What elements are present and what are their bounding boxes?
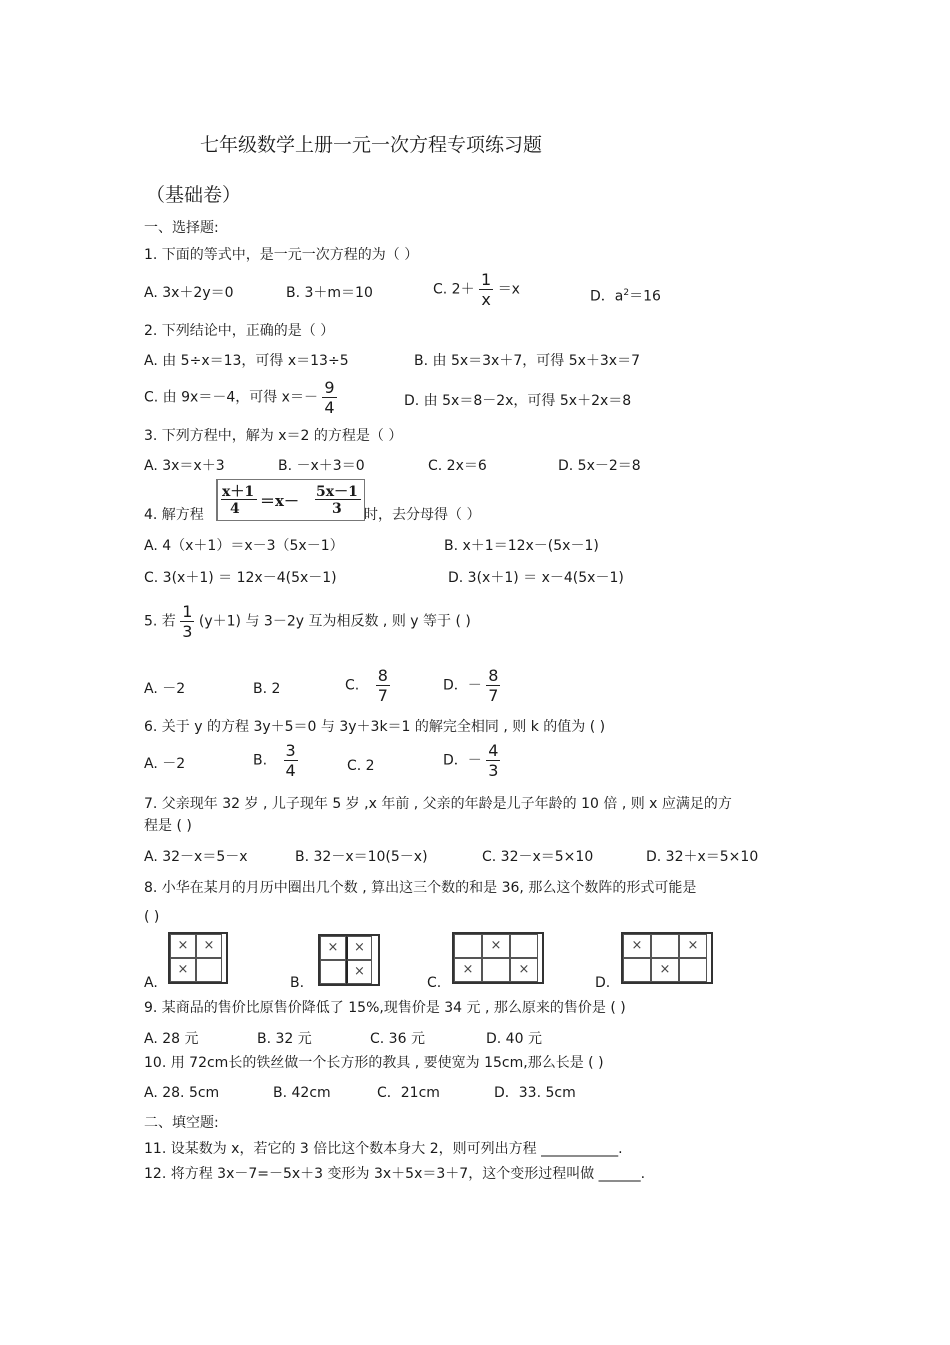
q4-f1-num: x＋1 <box>222 484 255 500</box>
q10-option-c: C．21cm <box>377 1085 440 1101</box>
q1-option-a: A. 3x＋2y＝0 <box>144 285 234 301</box>
q2-option-a: A. 由 5÷x＝13，可得 x＝13÷5 <box>144 353 349 369</box>
q4-f2-num: 5x－1 <box>316 484 358 500</box>
q5-option-b: B. 2 <box>253 681 281 697</box>
q1-option-d <box>590 284 661 306</box>
q1-d-post: ＝16 <box>629 288 661 305</box>
q5-fraction <box>180 602 194 641</box>
q5-den: 3 <box>182 622 193 641</box>
q4-stem-suffix: 时，去分母得（ ） <box>364 507 481 523</box>
section-choice-heading: 一、选择题: <box>144 220 219 236</box>
q6-b-fraction <box>284 741 298 780</box>
q8-option-c-label: C. <box>427 975 442 991</box>
q1-option-c <box>433 270 520 309</box>
q8-c-cell <box>482 958 510 982</box>
page-subtitle: （基础卷） <box>146 184 242 206</box>
q4-equation-image <box>216 479 365 521</box>
q8-c-cell <box>454 934 482 958</box>
q9-option-a: A. 28 元 <box>144 1031 199 1047</box>
q5-pre: 5. 若 <box>144 613 176 630</box>
q4-f2-den: 3 <box>332 501 342 517</box>
q8-c-cell <box>510 934 538 958</box>
q10-option-b: B. 42cm <box>273 1085 331 1101</box>
q6-d-pre: D．－ <box>443 752 482 769</box>
q8-a-cell <box>196 958 222 982</box>
q1-stem: 1. 下面的等式中，是一元一次方程的为（ ） <box>144 247 419 263</box>
section-fill-heading: 二、填空题: <box>144 1115 219 1131</box>
q8-option-c-grid <box>452 932 544 984</box>
q8-a-cell: × <box>196 934 222 958</box>
q6-option-c: C. 2 <box>347 758 375 774</box>
q8-option-a-label: A. <box>144 975 158 991</box>
q4-option-d: D. 3(x＋1) ＝ x－4(5x－1) <box>448 570 624 586</box>
q3-option-d: D. 5x－2＝8 <box>558 458 641 474</box>
q4-stem-prefix: 4. 解方程 <box>144 507 204 523</box>
q5-option-d <box>443 666 500 705</box>
q7-option-b: B. 32－x＝10(5－x) <box>295 849 428 865</box>
q5-option-c <box>345 666 390 705</box>
q5-c-num: 8 <box>377 666 388 685</box>
q1-option-c-fraction <box>479 270 493 309</box>
q5-c-den: 7 <box>377 686 388 705</box>
q2-c-fraction <box>322 378 336 417</box>
q2-c-num: 9 <box>324 378 335 397</box>
q8-a-cell: × <box>170 934 196 958</box>
q1-c-den: x <box>481 290 491 309</box>
q4-option-b: B. x＋1＝12x－(5x－1) <box>444 538 599 554</box>
q8-c-cell: × <box>454 958 482 982</box>
q7-stem-line1: 7. 父亲现年 32 岁 , 儿子现年 5 岁 ,x 年前 , 父亲的年龄是儿子年龄的 10 倍 , 则 x 应满足的方 <box>144 796 732 812</box>
q3-option-a: A. 3x＝x＋3 <box>144 458 225 474</box>
q5-d-pre: D．－ <box>443 677 482 694</box>
q8-d-cell: × <box>623 934 651 958</box>
q8-d-cell <box>623 958 651 982</box>
q1-d-pre: D．a <box>590 288 624 305</box>
q8-d-cell: × <box>679 934 707 958</box>
q1-c-num: 1 <box>481 270 492 289</box>
q3-option-b: B. －x＋3＝0 <box>278 458 365 474</box>
q10-option-d: D．33. 5cm <box>494 1085 576 1101</box>
q3-stem: 3. 下列方程中，解为 x＝2 的方程是（ ） <box>144 428 403 444</box>
q8-c-cell: × <box>510 958 538 982</box>
q1-option-c-prefix: C. 2＋ <box>433 281 475 298</box>
q8-b-cell <box>320 960 346 984</box>
q7-option-d: D. 32＋x＝5×10 <box>646 849 759 865</box>
q9-option-d: D. 40 元 <box>486 1031 542 1047</box>
q6-d-fraction <box>486 741 500 780</box>
q8-option-b-label: B. <box>290 975 305 991</box>
q9-option-b: B. 32 元 <box>257 1031 312 1047</box>
q7-option-a: A. 32－x＝5－x <box>144 849 248 865</box>
q6-d-num: 4 <box>488 741 499 760</box>
q8-option-d-label: D. <box>595 975 611 991</box>
page-title: 七年级数学上册一元一次方程专项练习题 <box>200 134 543 156</box>
q2-option-d: D. 由 5x＝8－2x，可得 5x＋2x＝8 <box>404 393 632 409</box>
q5-post: (y＋1) 与 3－2y 互为相反数 , 则 y 等于 ( ) <box>198 613 471 630</box>
q8-option-d-grid <box>621 932 713 984</box>
q4-option-c: C. 3(x＋1) ＝ 12x－4(5x－1) <box>144 570 337 586</box>
q8-stem-line2: ( ) <box>144 909 160 925</box>
q5-d-fraction <box>486 666 500 705</box>
q5-option-a: A. －2 <box>144 681 186 697</box>
q11-stem: 11. 设某数为 x，若它的 3 倍比这个数本身大 2，则可列出方程 ___________. <box>144 1141 623 1157</box>
q9-option-c: C. 36 元 <box>370 1031 425 1047</box>
q5-stem <box>144 602 471 641</box>
q2-option-c <box>144 378 337 417</box>
q10-option-a: A. 28. 5cm <box>144 1085 220 1101</box>
q8-option-a-grid <box>168 932 228 984</box>
q1-option-b: B. 3＋m＝10 <box>286 285 373 301</box>
q2-c-den: 4 <box>324 398 335 417</box>
q5-c-pre: C. <box>345 677 360 694</box>
q6-d-den: 3 <box>488 761 499 780</box>
q6-option-a: A. －2 <box>144 756 186 772</box>
q8-b-cell: × <box>346 936 372 960</box>
q8-b-cell: × <box>346 960 372 984</box>
q3-option-c: C. 2x＝6 <box>428 458 487 474</box>
q10-stem: 10. 用 72cm长的铁丝做一个长方形的教具 , 要使宽为 15cm,那么长是 ( ) <box>144 1055 604 1071</box>
q7-option-c: C. 32－x＝5×10 <box>482 849 594 865</box>
q8-option-b-grid <box>318 934 380 986</box>
q6-stem: 6. 关于 y 的方程 3y＋5＝0 与 3y＋3k＝1 的解完全相同 , 则 k 的值为 ( ) <box>144 719 606 735</box>
q8-d-cell: × <box>651 958 679 982</box>
q9-stem: 9. 某商品的售价比原售价降低了 15%,现售价是 34 元 , 那么原来的售价是 ( ) <box>144 1000 626 1016</box>
q8-a-cell: × <box>170 958 196 982</box>
q5-d-num: 8 <box>488 666 499 685</box>
q2-c-pre: C. 由 9x＝－4，可得 x＝－ <box>144 389 318 406</box>
q4-option-a: A. 4（x＋1）＝x－3（5x－1） <box>144 538 344 554</box>
q5-num: 1 <box>182 602 193 621</box>
q6-b-pre: B. <box>253 752 268 769</box>
q2-stem: 2. 下列结论中，正确的是（ ） <box>144 323 335 339</box>
q2-option-b: B. 由 5x＝3x＋7，可得 5x＋3x＝7 <box>414 353 640 369</box>
q8-d-cell <box>679 958 707 982</box>
q8-c-cell: × <box>482 934 510 958</box>
q4-mid: ＝x－ <box>260 492 299 510</box>
q8-d-cell <box>651 934 679 958</box>
q1-d-sup: 2 <box>623 288 630 298</box>
q4-f1-den: 4 <box>230 501 240 517</box>
q5-c-fraction <box>376 666 390 705</box>
q5-d-den: 7 <box>488 686 499 705</box>
q6-b-den: 4 <box>285 761 296 780</box>
q8-b-cell: × <box>320 936 346 960</box>
q6-b-num: 3 <box>285 741 296 760</box>
q6-option-b <box>253 741 298 780</box>
q7-stem-line2: 程是 ( ) <box>144 818 192 834</box>
q8-stem-line1: 8. 小华在某月的月历中圈出几个数 , 算出这三个数的和是 36, 那么这个数阵的形式可能是 <box>144 880 697 896</box>
q6-option-d <box>443 741 500 780</box>
q12-stem: 12. 将方程 3x－7=－5x＋3 变形为 3x＋5x＝3＋7，这个变形过程叫做 ______. <box>144 1166 646 1182</box>
q1-option-c-suffix: ＝x <box>497 281 520 298</box>
